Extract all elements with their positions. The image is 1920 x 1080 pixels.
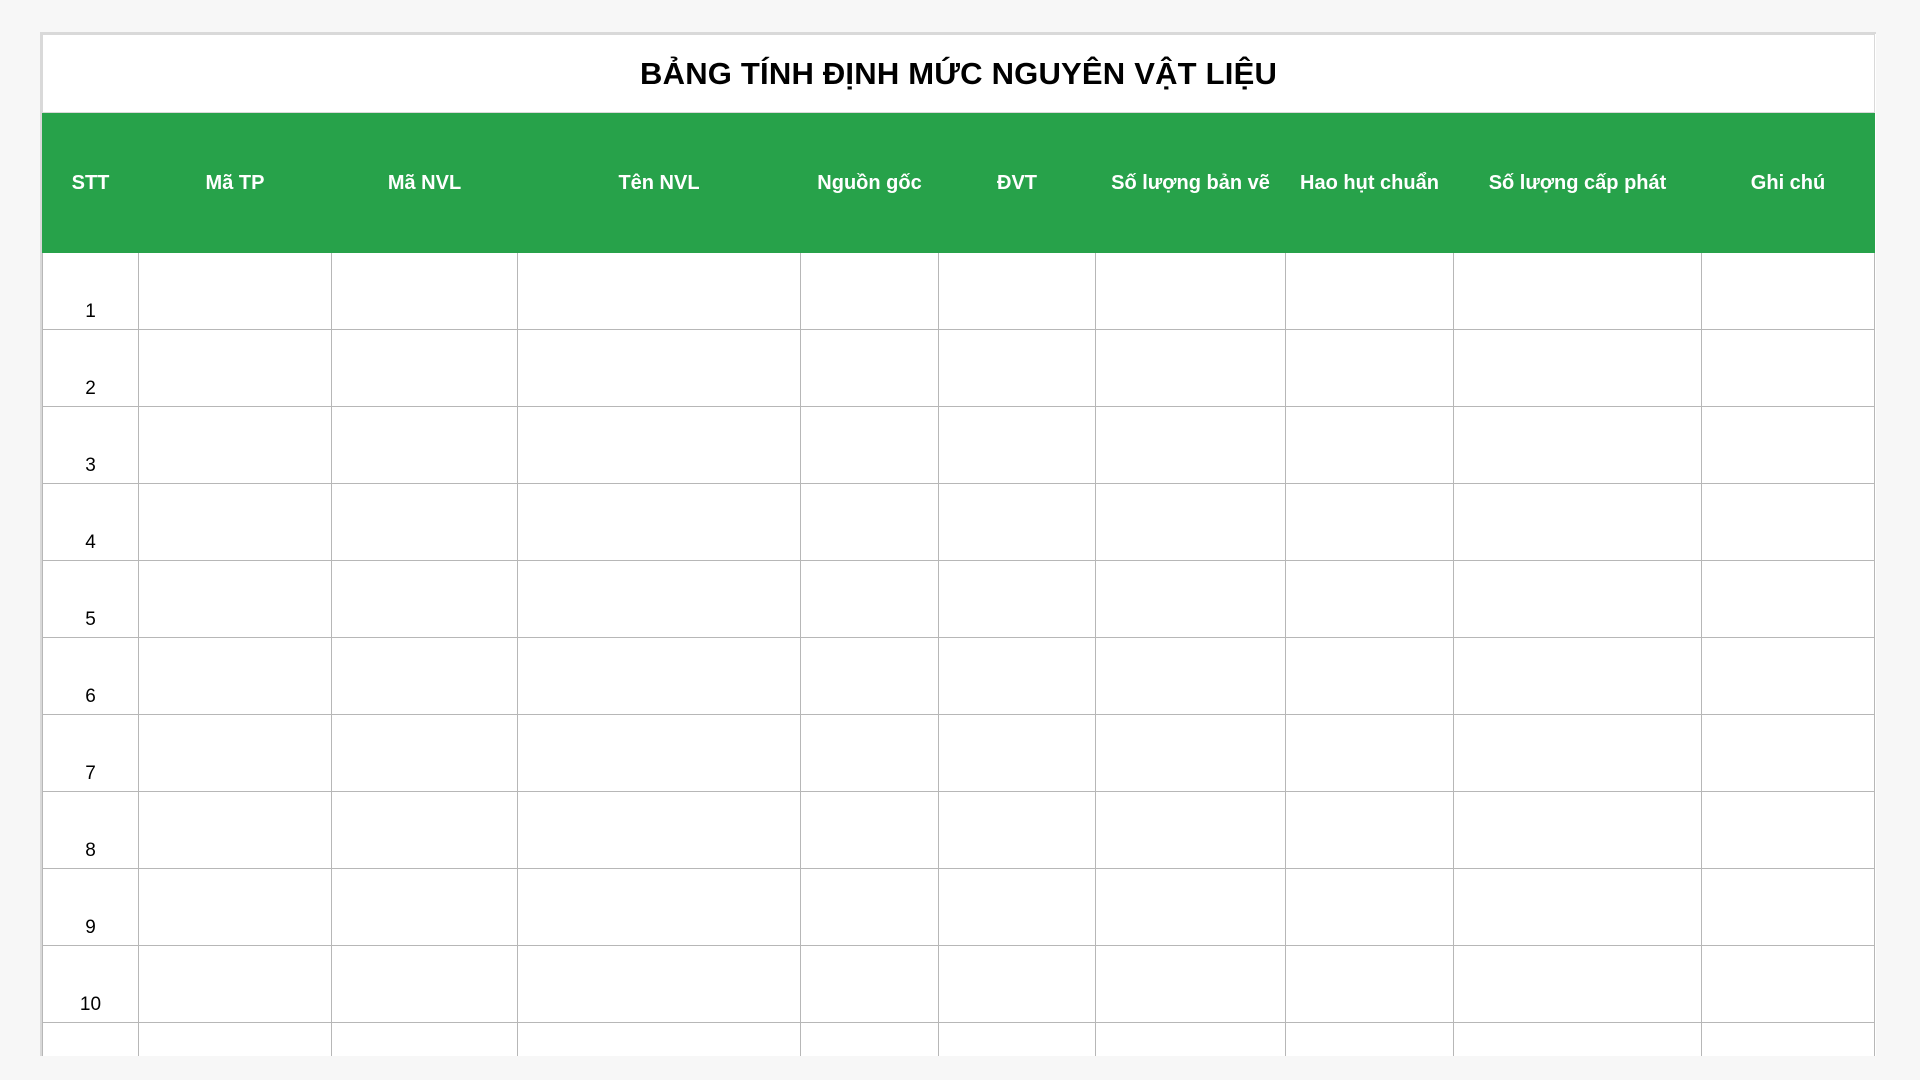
table-cell-dvt[interactable]	[939, 946, 1096, 1023]
table-cell-slcp[interactable]	[1454, 946, 1702, 1023]
table-cell-haohut[interactable]	[1286, 561, 1454, 638]
table-cell-nguon[interactable]	[801, 561, 939, 638]
table-cell-haohut[interactable]	[1286, 484, 1454, 561]
row-number-cell[interactable]: 5	[43, 561, 139, 638]
table-row	[43, 1023, 1875, 1057]
table-cell-slcp[interactable]	[1454, 407, 1702, 484]
table-cell-matp[interactable]	[139, 792, 332, 869]
table-cell-matp[interactable]	[139, 330, 332, 407]
table-cell-slbv[interactable]	[1096, 253, 1286, 330]
table-cell-slcp[interactable]	[1454, 253, 1702, 330]
table-cell-matp[interactable]	[139, 407, 332, 484]
row-number-cell[interactable]: 8	[43, 792, 139, 869]
table-cell-manvl[interactable]	[332, 792, 518, 869]
table-cell-ghichu[interactable]	[1702, 561, 1875, 638]
table-cell-ghichu[interactable]	[1702, 330, 1875, 407]
table-cell-slbv[interactable]	[1096, 638, 1286, 715]
table-cell-haohut[interactable]	[1286, 638, 1454, 715]
column-header-stt[interactable]: STT	[43, 113, 139, 253]
table-cell-haohut[interactable]	[1286, 407, 1454, 484]
table-cell-haohut[interactable]	[1286, 1023, 1454, 1057]
table-cell-tennvl[interactable]	[518, 792, 801, 869]
table-cell-ghichu[interactable]	[1702, 946, 1875, 1023]
table-cell-slbv[interactable]	[1096, 792, 1286, 869]
row-number-cell[interactable]: 10	[43, 946, 139, 1023]
table-cell-nguon[interactable]	[801, 484, 939, 561]
column-header-ghi-chu[interactable]: Ghi chú	[1702, 113, 1875, 253]
table-cell-haohut[interactable]	[1286, 869, 1454, 946]
table-cell-matp[interactable]	[139, 869, 332, 946]
table-cell-matp[interactable]	[139, 1023, 332, 1057]
table-cell-haohut[interactable]	[1286, 715, 1454, 792]
column-header-dvt[interactable]: ĐVT	[939, 113, 1096, 253]
table-cell-nguon[interactable]	[801, 715, 939, 792]
table-cell-nguon[interactable]	[801, 1023, 939, 1057]
row-number-cell[interactable]: 4	[43, 484, 139, 561]
table-cell-slcp[interactable]	[1454, 638, 1702, 715]
table-cell-dvt[interactable]	[939, 715, 1096, 792]
table-row	[43, 561, 1875, 638]
table-cell-slbv[interactable]	[1096, 407, 1286, 484]
table-row	[43, 484, 1875, 561]
table-row	[43, 407, 1875, 484]
table-cell-slbv[interactable]	[1096, 869, 1286, 946]
row-number-cell[interactable]: 3	[43, 407, 139, 484]
column-header-hao-hut-chuan[interactable]: Hao hụt chuẩn	[1286, 113, 1454, 253]
table-cell-ghichu[interactable]	[1702, 792, 1875, 869]
column-header-so-luong-cap-phat[interactable]: Số lượng cấp phát	[1454, 113, 1702, 253]
table-cell-tennvl[interactable]	[518, 330, 801, 407]
table-cell-slcp[interactable]	[1454, 792, 1702, 869]
column-header-nguon-goc[interactable]: Nguồn gốc	[801, 113, 939, 253]
table-cell-haohut[interactable]	[1286, 792, 1454, 869]
table-cell-tennvl[interactable]	[518, 484, 801, 561]
table-header-row	[43, 113, 1875, 253]
table-cell-nguon[interactable]	[801, 638, 939, 715]
table-cell-manvl[interactable]	[332, 407, 518, 484]
table-cell-slcp[interactable]	[1454, 330, 1702, 407]
title-row	[43, 35, 1875, 113]
table-cell-slbv[interactable]	[1096, 561, 1286, 638]
table-cell-slbv[interactable]	[1096, 1023, 1286, 1057]
table-cell-nguon[interactable]	[801, 253, 939, 330]
table-cell-ghichu[interactable]	[1702, 638, 1875, 715]
table-cell-ghichu[interactable]	[1702, 1023, 1875, 1057]
table-cell-dvt[interactable]	[939, 407, 1096, 484]
spreadsheet-area	[40, 32, 1876, 1056]
table-cell-slcp[interactable]	[1454, 1023, 1702, 1057]
table-body	[43, 253, 1875, 1057]
table-cell-tennvl[interactable]	[518, 407, 801, 484]
table-cell-haohut[interactable]	[1286, 946, 1454, 1023]
table-cell-haohut[interactable]	[1286, 253, 1454, 330]
table-cell-ghichu[interactable]	[1702, 869, 1875, 946]
table-cell-nguon[interactable]	[801, 869, 939, 946]
column-header-so-luong-ban-ve[interactable]: Số lượng bản vẽ	[1096, 113, 1286, 253]
table-cell-dvt[interactable]	[939, 253, 1096, 330]
column-header-tennvl[interactable]: Tên NVL	[518, 113, 801, 253]
table-cell-dvt[interactable]	[939, 792, 1096, 869]
table-cell-matp[interactable]	[139, 561, 332, 638]
table-cell-slbv[interactable]	[1096, 715, 1286, 792]
table-row	[43, 946, 1875, 1023]
table-cell-matp[interactable]	[139, 484, 332, 561]
page-title: BẢNG TÍNH ĐỊNH MỨC NGUYÊN VẬT LIỆU	[43, 35, 1875, 113]
table-cell-nguon[interactable]	[801, 330, 939, 407]
table-cell-tennvl[interactable]	[518, 253, 801, 330]
table-row	[43, 638, 1875, 715]
row-number-cell[interactable]: 9	[43, 869, 139, 946]
table-cell-manvl[interactable]	[332, 946, 518, 1023]
table-cell-tennvl[interactable]	[518, 561, 801, 638]
row-number-cell[interactable]: 1	[43, 253, 139, 330]
table-cell-tennvl[interactable]	[518, 638, 801, 715]
table-cell-slcp[interactable]	[1454, 484, 1702, 561]
table-cell-tennvl[interactable]	[518, 946, 801, 1023]
table-cell-manvl[interactable]	[332, 253, 518, 330]
table-cell-haohut[interactable]	[1286, 330, 1454, 407]
table-cell-manvl[interactable]	[332, 561, 518, 638]
table-cell-manvl[interactable]	[332, 638, 518, 715]
table-row	[43, 253, 1875, 330]
table-cell-slbv[interactable]	[1096, 946, 1286, 1023]
table-cell-dvt[interactable]	[939, 561, 1096, 638]
table-cell-ghichu[interactable]	[1702, 407, 1875, 484]
row-number-cell[interactable]: 6	[43, 638, 139, 715]
row-number-cell[interactable]	[43, 1023, 139, 1057]
table-cell-slbv[interactable]	[1096, 484, 1286, 561]
table-cell-matp[interactable]	[139, 638, 332, 715]
column-header-manvl[interactable]: Mã NVL	[332, 113, 518, 253]
table-cell-ghichu[interactable]	[1702, 484, 1875, 561]
table-cell-slcp[interactable]	[1454, 869, 1702, 946]
table-cell-matp[interactable]	[139, 715, 332, 792]
table-cell-matp[interactable]	[139, 946, 332, 1023]
table-cell-dvt[interactable]	[939, 638, 1096, 715]
table-cell-dvt[interactable]	[939, 1023, 1096, 1057]
table-row	[43, 715, 1875, 792]
table-cell-ghichu[interactable]	[1702, 715, 1875, 792]
table-row	[43, 869, 1875, 946]
table-row	[43, 330, 1875, 407]
table-cell-nguon[interactable]	[801, 946, 939, 1023]
table-cell-slbv[interactable]	[1096, 330, 1286, 407]
table-cell-ghichu[interactable]	[1702, 253, 1875, 330]
table-cell-tennvl[interactable]	[518, 1023, 801, 1057]
table-cell-manvl[interactable]	[332, 869, 518, 946]
table-cell-slcp[interactable]	[1454, 715, 1702, 792]
row-number-cell[interactable]: 2	[43, 330, 139, 407]
table-row	[43, 792, 1875, 869]
column-header-matp[interactable]: Mã TP	[139, 113, 332, 253]
table-cell-nguon[interactable]	[801, 407, 939, 484]
table-cell-dvt[interactable]	[939, 484, 1096, 561]
table-cell-nguon[interactable]	[801, 792, 939, 869]
table-cell-matp[interactable]	[139, 253, 332, 330]
table-cell-manvl[interactable]	[332, 484, 518, 561]
table-cell-dvt[interactable]	[939, 330, 1096, 407]
table-cell-manvl[interactable]	[332, 715, 518, 792]
table-cell-manvl[interactable]	[332, 1023, 518, 1057]
row-number-cell[interactable]: 7	[43, 715, 139, 792]
table-cell-manvl[interactable]	[332, 330, 518, 407]
table-cell-dvt[interactable]	[939, 869, 1096, 946]
material-norm-table	[42, 34, 1875, 1056]
table-cell-tennvl[interactable]	[518, 715, 801, 792]
table-cell-slcp[interactable]	[1454, 561, 1702, 638]
table-cell-tennvl[interactable]	[518, 869, 801, 946]
